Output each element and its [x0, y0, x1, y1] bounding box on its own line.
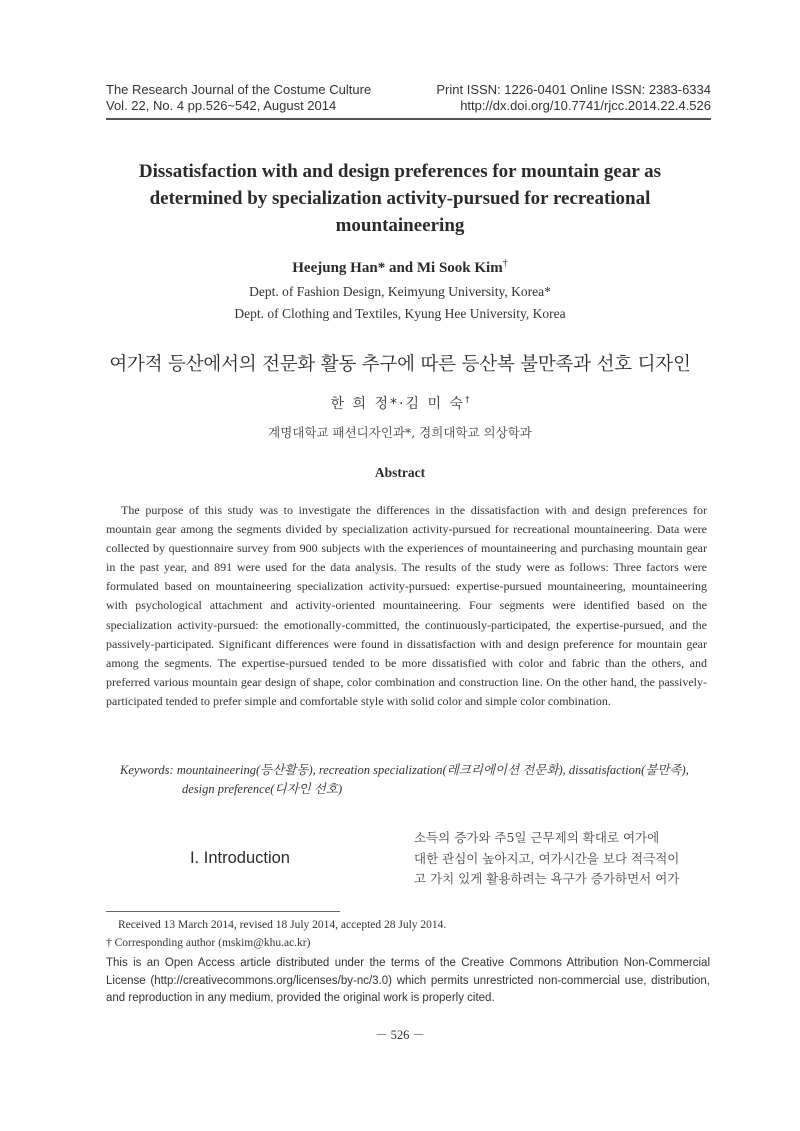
volume-info: Vol. 22, No. 4 pp.526~542, August 2014	[106, 98, 337, 113]
korean-author-list: 한 희 정*·김 미 숙	[330, 396, 465, 412]
intro-line-2: 대한 관심이 높아지고, 여가시간을 보다 적극적이	[414, 850, 680, 866]
korean-affiliation: 계명대학교 패션디자인과*, 경희대학교 의상학과	[268, 425, 532, 440]
header-divider	[106, 118, 711, 120]
received-dates: Received 13 March 2014, revised 18 July 2014, accepted 28 July 2014.	[118, 919, 447, 931]
journal-name: The Research Journal of the Costume Culture	[106, 82, 372, 97]
doi-link[interactable]: http://dx.doi.org/10.7741/rjcc.2014.22.4.526	[460, 98, 711, 113]
paper-title	[90, 158, 710, 239]
footnote-divider	[106, 911, 340, 912]
title-line-2: determined by specialization activity-pursued for recreational	[149, 188, 651, 209]
page-number: － 526 －	[374, 1028, 425, 1042]
issn-info: Print ISSN: 1226-0401 Online ISSN: 2383-6334	[436, 82, 711, 97]
corresponding-author: † Corresponding author (mskim@khu.ac.kr)	[106, 937, 311, 949]
title-line-3: mountaineering	[335, 215, 465, 236]
author-list: Heejung Han* and Mi Sook Kim	[292, 260, 503, 276]
license-notice: This is an Open Access article distributed under the terms of the Creative Commons Attribution Non-Commercial License (http://creativecommons.org/licenses/by-nc/3.0) which permits unrestricted non-commercial use, distribution, and reproduction in any medium, provided the original work is properly cited.	[106, 957, 710, 1004]
journal-header	[106, 82, 371, 114]
introduction-heading: I. Introduction	[190, 849, 290, 867]
keywords-line-2: design preference(디자인 선호)	[182, 782, 343, 796]
issn-header	[436, 82, 711, 114]
intro-line-3: 고 가치 있게 활용하려는 욕구가 증가하면서 여가	[414, 871, 680, 886]
korean-corresponding-mark: †	[464, 395, 470, 406]
introduction-korean-text	[414, 828, 710, 890]
title-line-1: Dissatisfaction with and design preferences for mountain gear as	[138, 161, 662, 182]
intro-line-1: 소득의 증가와 주5일 근무제의 확대로 여가에	[414, 830, 660, 845]
affiliation-1: Dept. of Fashion Design, Keimyung University, Korea*	[249, 284, 551, 299]
abstract-text: The purpose of this study was to investigate the differences in the dissatisfaction with and design preferences for mountain gear among the segments divided by specialization activity-pursued for recreational mountaineering. Data were collected by questionnaire survey from 900 subjects with the experiences of mountaineering and purchasing mountain gear in the past year, and 891 were used for the data analysis. The results of the study were as follows: Three factors were formulated based on mountaineering specialization activity-pursued: expertise-pursued mountaineering, mountaineering with psychological attachment and activity-oriented mountaineering. Four segments were identified based on the specialization activity-pursued: the emotionally-committed, the continuously-participated, the expertise-pursued, and the passively-participated. Significant differences were found in dissatisfaction with and design preference for mountain gear among the segments. The expertise-pursued tended to be more dissatisfied with color and fabric than the others, and preferred various mountain gear design of shape, color combination and construction line. On the other hand, the passively-participated tended to prefer simple and comfortable style with solid color and simple color combination.	[106, 503, 707, 708]
corresponding-mark: †	[502, 258, 508, 269]
korean-title: 여가적 등산에서의 전문화 활동 추구에 따른 등산복 불만족과 선호 디자인	[109, 354, 691, 375]
korean-authors	[0, 393, 800, 413]
affiliation-2: Dept. of Clothing and Textiles, Kyung Hee University, Korea	[234, 306, 566, 321]
author-names	[0, 258, 800, 277]
keywords-line-1: Keywords: mountaineering(등산활동), recreation specialization(레크리에이션 전문화), dissatisfaction(불만족),	[120, 763, 689, 777]
abstract-heading: Abstract	[374, 465, 426, 480]
